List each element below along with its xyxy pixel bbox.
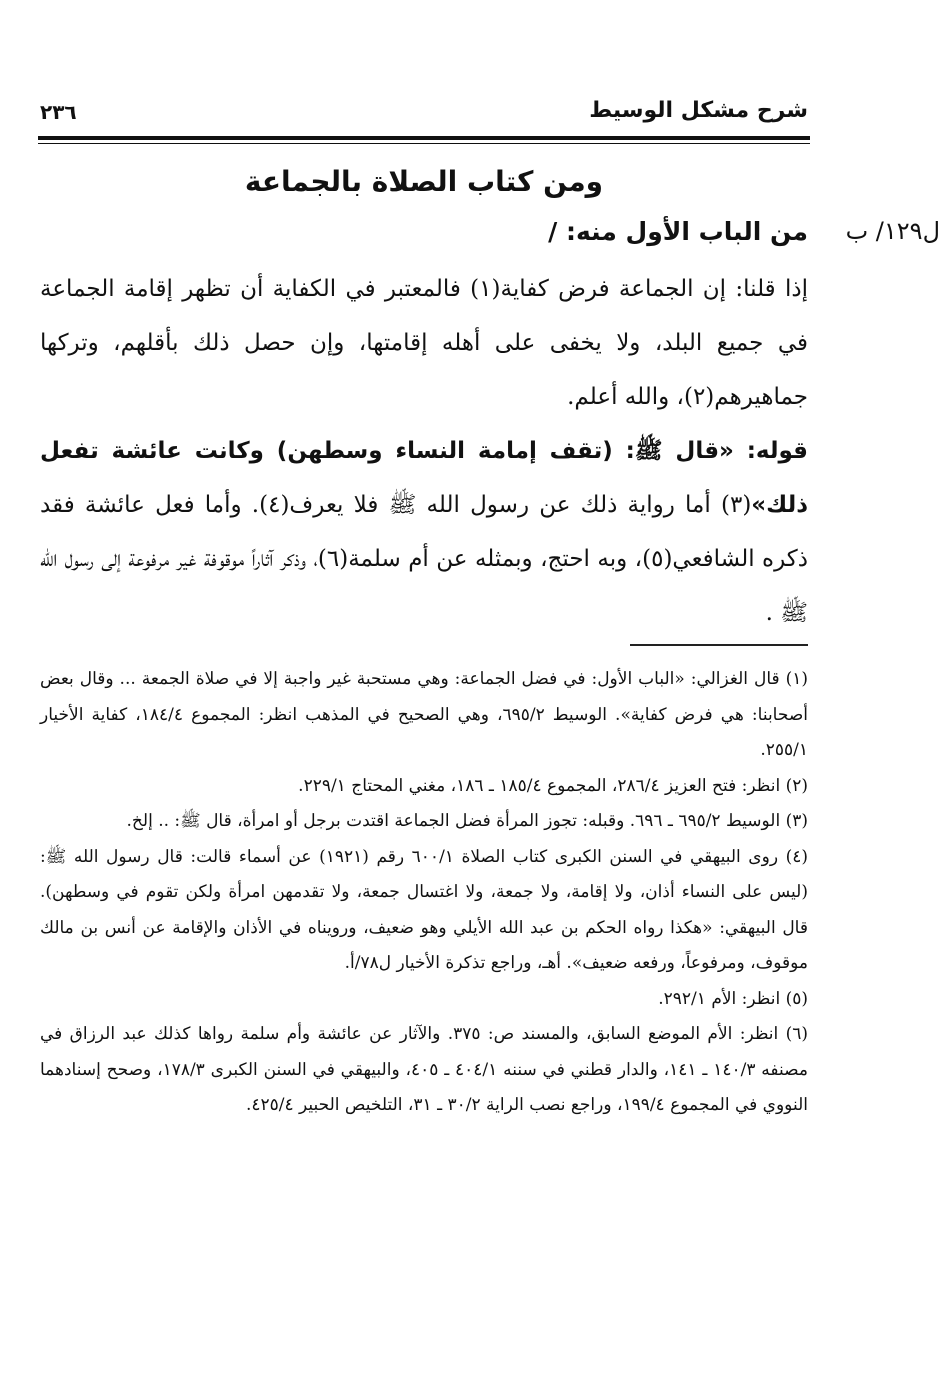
footnote-5: (٥) انظر: الأم ٢٩٢/١.: [658, 988, 808, 1009]
running-title: شرح مشكل الوسيط: [589, 98, 808, 123]
footnote-2: (٢) انظر: فتح العزيز ٢٨٦/٤، المجموع ١٨٥/٤ ـ ١٨٦، مغني المحتاج ٢٢٩/١.: [298, 775, 808, 796]
main-body: [40, 262, 808, 640]
body-paragraph-1: إذا قلنا: إن الجماعة فرض كفاية(١) فالمعتبر في الكفاية أن تظهر إقامة الجماعة في جميع البلد، ولا يخفى على أهله إقامتها، وإن حصل ذلك بأقلهم، وتركها جماهيرهم(٢)، والله أعلم.: [40, 276, 808, 410]
body-paragraph-2: [40, 424, 808, 640]
body-paragraph-2-rest: (٣) أما رواية ذلك عن رسول الله ﷺ فلا يعرف(٤). وأما فعل عائشة فقد ذكره الشافعي(٥)، وبه احتج، وبمثله عن أم سلمة(٦)، وذكر آثاراً موقوفة غير مرفوعة إلى رسول الله ﷺ .: [40, 492, 808, 626]
chapter-title: ومن كتاب الصلاة بالجماعة: [244, 165, 604, 198]
quoted-text: قوله: «قال ﷺ: (تقف إمامة النساء وسطهن) وكانت عائشة تفعل ذلك»: [40, 438, 809, 518]
footnotes: [40, 662, 808, 1124]
header-rule-thick: [38, 136, 810, 140]
footnote-3: (٣) الوسيط ٦٩٥/٢ ـ ٦٩٦. وقبله: تجوز المرأة فضل الجماعة اقتدت برجل أو امرأة، قال ﷺ: .. إلخ.: [126, 811, 808, 831]
footnote-4: (٤) روى البيهقي في السنن الكبرى كتاب الصلاة ٦٠٠/١ رقم (١٩٢١) عن أسماء قالت: قال رسول الله ﷺ: (ليس على النساء أذان، ولا إقامة، ولا جمعة، ولا اغتسال جمعة، ولا تقدمهن امرأة ولكن تقوم في وسطهن). قال البيهقي: «هكذا رواه الحكم بن عبد الله الأيلي وهو ضعيف، ورويناه في الأذان والإقامة عن أنس بن مالك موقوف، ومرفوعاً، ورفعه ضعيف». أهـ، وراجع تذكرة الأخيار ل٧٨/أ.: [40, 846, 809, 973]
header-rule-thin: [38, 143, 810, 144]
running-header: [40, 98, 808, 128]
section-heading: من الباب الأول منه: /: [548, 217, 808, 246]
footnote-1: (١) قال الغزالي: «الباب الأول: في فضل الجماعة: وهي مستحبة غير واجبة إلا في صلاة الجمعة ... وقال بعض أصحابنا: هي فرض كفاية». الوسيط ٦٩٥/٢، وهي الصحيح في المذهب انظر: المجموع ١٨٤/٤، كفاية الأخيار ٢٥٥/١.: [40, 669, 808, 760]
footnote-6: (٦) انظر: الأم الموضع السابق، والمسند ص: ٣٧٥. والآثار عن عائشة وأم سلمة رواها كذلك عبد الرزاق في مصنفه ١٤٠/٣ ـ ١٤١، والدار قطني في سننه ٤٠٤/١ ـ ٤٠٥، والبيهقي في السنن الكبرى ١٧٨/٣، وصحح إسنادهما النووي في المجموع ١٩٩/٤، وراجع نصب الراية ٣٠/٢ ـ ٣١، التلخيص الحبير ٤٢٥/٤.: [40, 1024, 808, 1115]
footnote-separator: [630, 644, 808, 646]
margin-note: ل١٢٩/ ب: [845, 217, 940, 245]
page-number: ٢٣٦: [40, 100, 77, 124]
